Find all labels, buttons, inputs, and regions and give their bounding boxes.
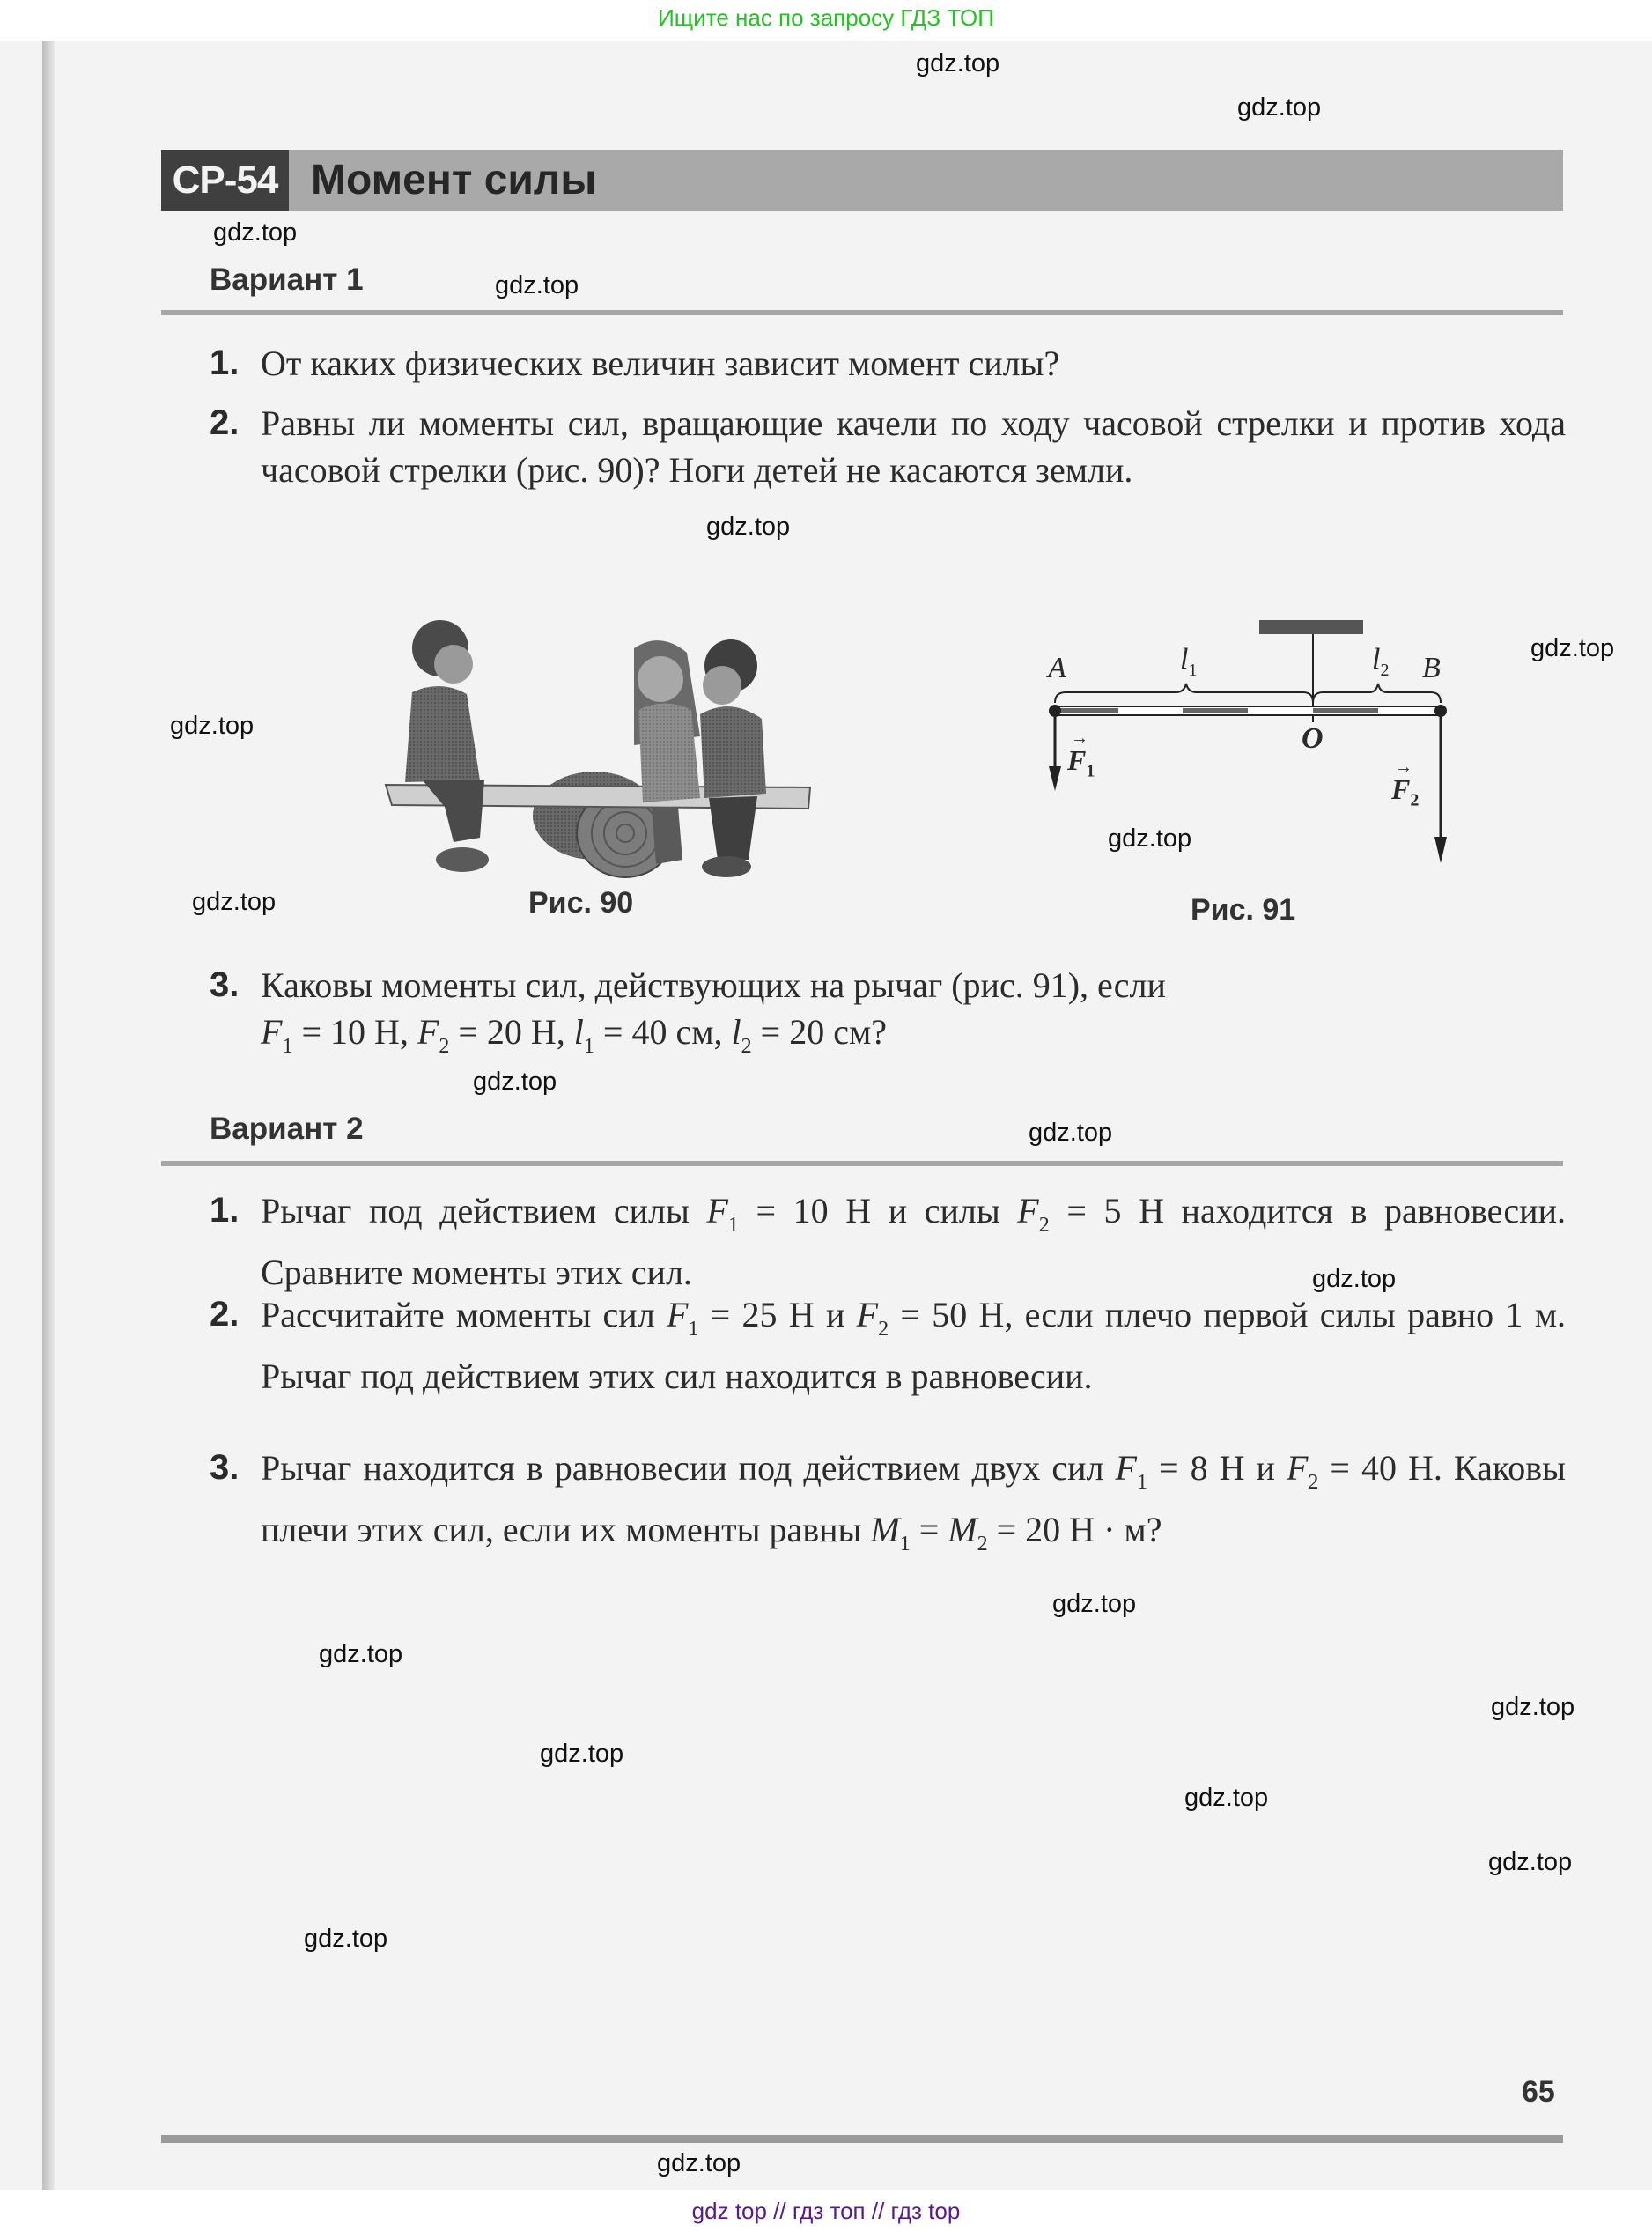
variant-1-question-3 — [210, 962, 1566, 1070]
m1-symbol: M — [870, 1510, 900, 1549]
vector-arrow-icon: → — [1071, 728, 1088, 748]
text-part: = 40 Н. Каковы плечи этих сил, если их моменты равны — [261, 1448, 1566, 1549]
watermark: gdz.top — [1237, 93, 1322, 122]
text-part: = 5 Н находится в равновесии. Сравните моменты этих сил. — [261, 1191, 1566, 1292]
question-number: 1. — [210, 1191, 240, 1230]
watermark: gdz.top — [1530, 634, 1615, 662]
footer — [0, 2193, 1652, 2228]
point-a-label: A — [1048, 652, 1066, 684]
watermark: gdz.top — [1108, 824, 1192, 853]
force-f2-label — [1391, 758, 1420, 810]
watermark: gdz.top — [1184, 1784, 1269, 1812]
arm-l2-label — [1372, 643, 1389, 681]
f2-value: = 20 Н, — [449, 1012, 574, 1052]
f1-subscript: 1 — [1136, 1471, 1147, 1494]
watermark: gdz.top — [1488, 1848, 1573, 1876]
f1-value: = 10 Н, — [292, 1012, 417, 1052]
page-number: 65 — [1522, 2075, 1555, 2109]
figure-91-lever — [1021, 599, 1479, 934]
variant-1-divider — [161, 310, 1563, 315]
question-text: От каких физических величин зависит момент силы? — [261, 344, 1060, 383]
f1-symbol: F — [1115, 1448, 1137, 1488]
top-banner-text: Ищите нас по запросу ГДЗ ТОП — [658, 4, 994, 31]
f2-symbol: F — [417, 1012, 439, 1052]
f2-symbol: F — [856, 1295, 879, 1334]
watermark: gdz.top — [657, 2149, 741, 2177]
page-bottom-rule — [161, 2135, 1563, 2143]
l2-symbol: l — [731, 1012, 741, 1052]
question-number: 2. — [210, 1295, 240, 1334]
watermark: gdz.top — [1029, 1119, 1113, 1147]
l2-symbol: l — [1372, 643, 1381, 676]
question-number: 3. — [210, 965, 240, 1004]
m2-subscript: 2 — [977, 1533, 988, 1556]
l1-value: = 40 см, — [594, 1012, 732, 1052]
f1-symbol: F — [1067, 744, 1087, 776]
l2-subscript: 2 — [1380, 660, 1390, 680]
text-part: = 25 Н и — [698, 1295, 857, 1334]
question-text — [261, 962, 1566, 1070]
watermark: gdz.top — [916, 49, 1000, 78]
m2-symbol: M — [948, 1510, 977, 1549]
l1-subscript: 1 — [1188, 660, 1198, 680]
figure-91-caption: Рис. 91 — [1191, 893, 1296, 927]
f2-subscript: 2 — [878, 1318, 889, 1341]
f2-subscript: 2 — [439, 1035, 450, 1058]
variant-2-question-3 — [210, 1445, 1566, 1568]
watermark: gdz.top — [473, 1068, 557, 1096]
text-part: = — [910, 1510, 948, 1549]
question-number: 1. — [210, 344, 240, 382]
vector-arrow-icon: → — [1395, 758, 1412, 777]
pivot-o-label: O — [1302, 722, 1324, 755]
l2-subscript: 2 — [741, 1035, 752, 1058]
textbook-page — [0, 41, 1652, 2190]
text-part: Рычаг под действием силы — [261, 1191, 707, 1231]
text-part: = 10 Н и силы — [738, 1191, 1018, 1231]
question-text — [261, 1445, 1566, 1568]
f1-subscript: 1 — [688, 1318, 699, 1341]
footer-text: gdz top // гдз топ // гдз top — [691, 2198, 961, 2224]
watermark: gdz.top — [1491, 1693, 1575, 1721]
watermark: gdz.top — [192, 888, 277, 916]
question-text-intro: Каковы моменты сил, действующих на рычаг (рис. 91), если — [261, 965, 1166, 1005]
watermark: gdz.top — [304, 1925, 388, 1953]
point-b-label: B — [1422, 652, 1441, 684]
question-text — [261, 1291, 1566, 1400]
l1-symbol: l — [1180, 643, 1189, 676]
text-part: Рассчитайте моменты сил — [261, 1295, 667, 1334]
f2-symbol: F — [1017, 1191, 1039, 1231]
question-number: 2. — [210, 403, 240, 442]
section-title: Момент силы — [311, 157, 597, 203]
f1-subscript: 1 — [282, 1035, 293, 1058]
watermark: gdz.top — [319, 1640, 403, 1668]
f2-symbol: F — [1391, 773, 1411, 805]
f1-subscript: 1 — [727, 1214, 739, 1237]
text-part: = 50 Н, если плечо первой силы равно 1 м. Рычаг под действием этих сил находится в равновесии. — [261, 1295, 1567, 1396]
f2-subscript: 2 — [1038, 1214, 1050, 1237]
text-part: = 20 Н · м? — [987, 1510, 1162, 1549]
variant-2-question-2 — [210, 1291, 1566, 1400]
variant-2-divider — [161, 1161, 1563, 1166]
question-text: Равны ли моменты сил, вращающие качели по ходу часовой стрелки и против хода часовой стрелки (рис. 90)? Ноги детей не касаются земли. — [261, 403, 1566, 490]
figure-90-caption: Рис. 90 — [528, 886, 634, 920]
text-part: Рычаг находится в равновесии под действием двух сил — [261, 1448, 1116, 1488]
variant-1-question-2 — [210, 400, 1566, 493]
f1-subscript: 1 — [1086, 761, 1095, 781]
watermark: gdz.top — [213, 218, 298, 247]
watermark: gdz.top — [1052, 1590, 1137, 1618]
f1-symbol: F — [706, 1191, 728, 1231]
top-banner — [0, 0, 1652, 39]
section-title-bar — [161, 150, 1563, 211]
watermark: gdz.top — [706, 513, 791, 541]
text-part: = 8 Н и — [1147, 1448, 1287, 1488]
l1-subscript: 1 — [583, 1035, 594, 1058]
f2-subscript: 2 — [1308, 1471, 1319, 1494]
l1-symbol: l — [573, 1012, 584, 1052]
f2-symbol: F — [1286, 1448, 1309, 1488]
f2-subscript: 2 — [1410, 790, 1420, 810]
f1-symbol: F — [666, 1295, 689, 1334]
variant-1-question-1 — [210, 340, 1566, 387]
variant-1-heading: Вариант 1 — [210, 262, 364, 297]
m1-subscript: 1 — [899, 1533, 911, 1556]
f1-symbol: F — [261, 1012, 283, 1052]
figure-90-seesaw — [370, 595, 828, 920]
watermark: gdz.top — [1312, 1265, 1397, 1293]
page-binding-edge — [42, 41, 55, 2190]
l2-value: = 20 см? — [751, 1012, 888, 1052]
question-number: 3. — [210, 1448, 240, 1487]
seesaw-children-illustration — [370, 595, 828, 886]
watermark: gdz.top — [170, 712, 254, 740]
force-f1-label — [1067, 728, 1095, 781]
watermark: gdz.top — [540, 1740, 624, 1768]
watermark: gdz.top — [495, 271, 579, 299]
arm-l1-label — [1180, 643, 1197, 681]
section-code: СР-54 — [161, 150, 289, 211]
variant-2-heading: Вариант 2 — [210, 1112, 364, 1146]
